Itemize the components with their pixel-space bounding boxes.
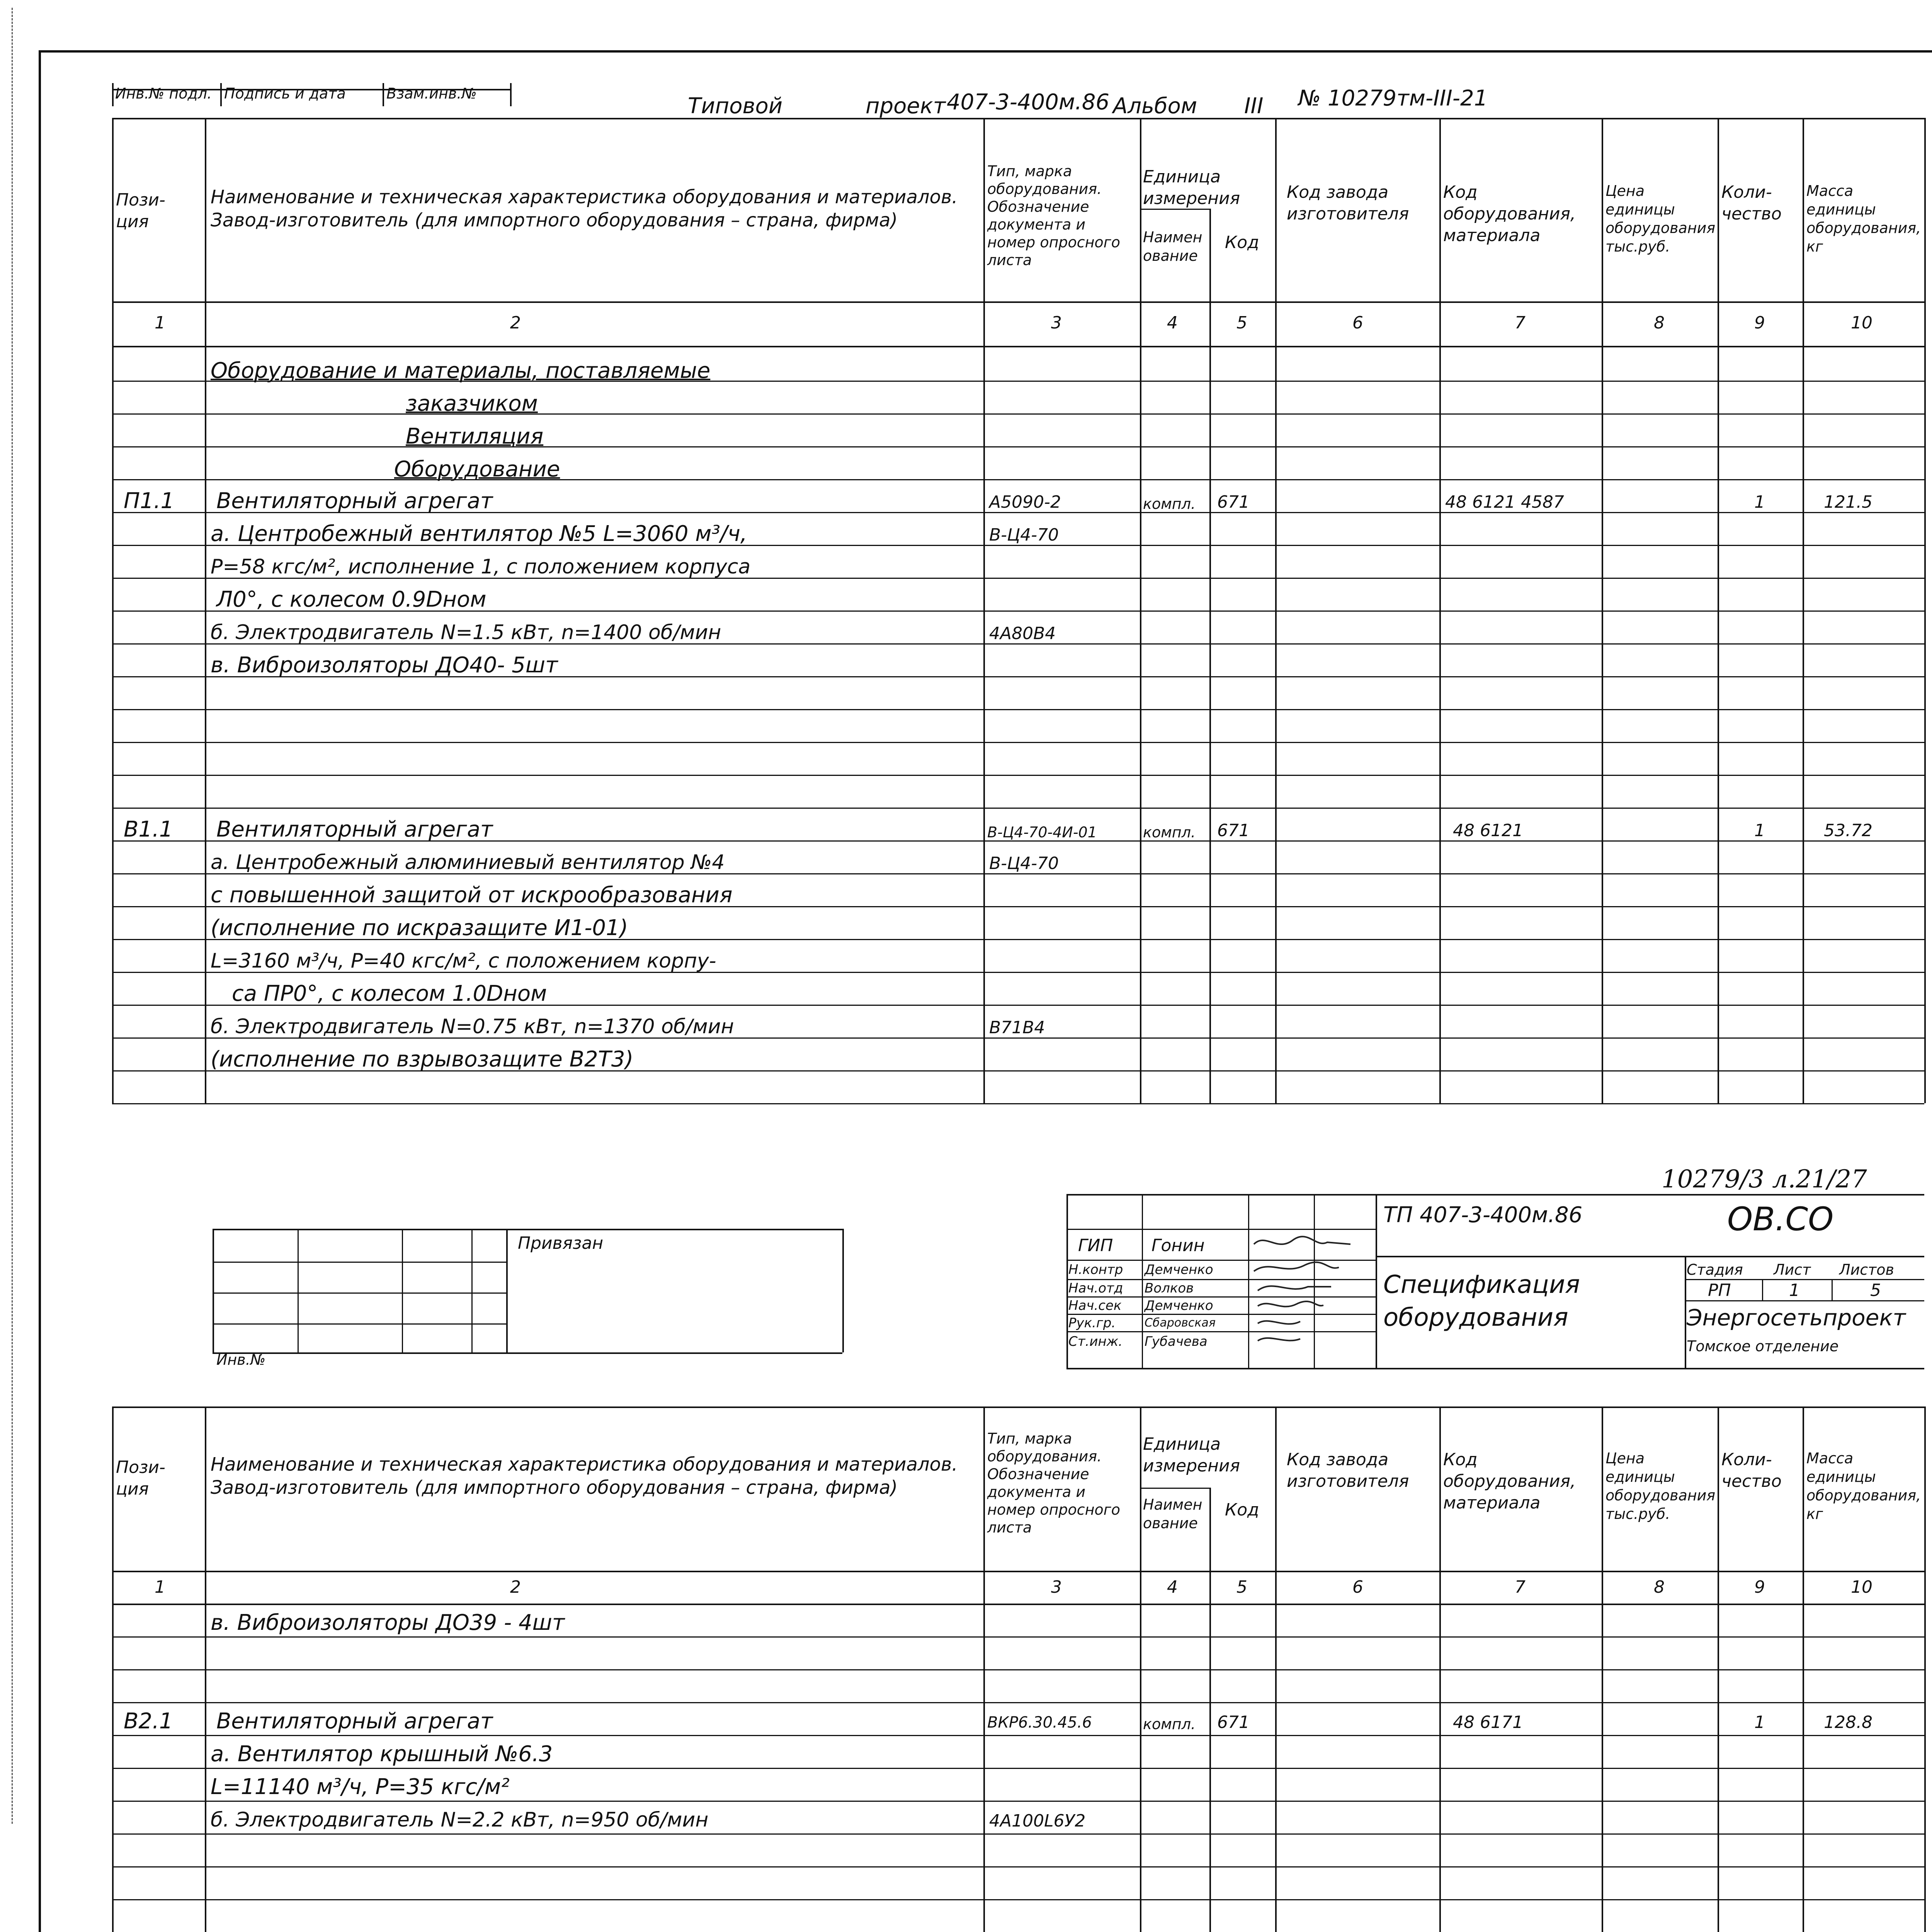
row-qty: 1 xyxy=(1754,1713,1765,1732)
title-typical: Типовой xyxy=(688,94,783,119)
row-code: 671 xyxy=(1217,821,1250,840)
row-name: L=11140 м³/ч, Р=35 кгс/м² xyxy=(211,1774,510,1799)
role-name: Губачева xyxy=(1145,1334,1208,1349)
row-name: Вентиляторный агрегат xyxy=(216,488,493,514)
org-name: Энергосетьпроект xyxy=(1687,1304,1906,1331)
row-name: с повышенной защитой от искрообразования xyxy=(211,883,733,908)
row-name: б. Электродвигатель N=1.5 кВт, n=1400 об/мин xyxy=(211,621,721,644)
role-label: Нач.отд xyxy=(1068,1281,1123,1296)
project-code: 407-3-400м.86 xyxy=(947,90,1110,115)
row-name: (исполнение по взрывозащите В2Т3) xyxy=(211,1047,634,1072)
inv-no-label-1: Инв.№ xyxy=(216,1351,266,1368)
row-name: в. Виброизоляторы ДО39 - 4шт xyxy=(211,1610,565,1635)
col-name-header: Наименование и техническая характеристика оборудования и материалов. Завод-изготовитель (для импортного оборудования – страна, фирма) xyxy=(211,1454,958,1498)
stage-value: РП xyxy=(1708,1281,1731,1300)
row-position: В2.1 xyxy=(124,1709,173,1734)
document-number: № 10279тм-III-21 xyxy=(1298,86,1488,111)
row-eqcode: 48 6171 xyxy=(1453,1713,1523,1732)
row-name: Л0°, с колесом 0.9Dном xyxy=(216,587,486,612)
row-qty: 1 xyxy=(1754,492,1765,512)
col-name-header: Наименование и техническая характеристика оборудования и материалов. Завод-изготовитель (для импортного оборудования – страна, фирма) xyxy=(211,186,958,231)
col-unit-group-header: Единица измерения xyxy=(1143,167,1240,208)
binding-margin-line xyxy=(12,8,13,1824)
inv-podl-label: Инв.№ подл. xyxy=(115,85,212,102)
col-num: 2 xyxy=(510,313,521,333)
col-num: 7 xyxy=(1515,1577,1526,1597)
vzam-inv-label: Взам.инв.№ xyxy=(386,85,477,102)
row-name: (исполнение по искразащите И1-01) xyxy=(211,915,628,940)
row-name: Р=58 кгс/м², исполнение 1, с положением корпуса xyxy=(211,555,751,578)
row-name: в. Виброизоляторы ДО40- 5шт xyxy=(211,653,558,678)
row-type: 4А80В4 xyxy=(989,624,1056,643)
col-num: 5 xyxy=(1236,1577,1247,1597)
role-label: ГИП xyxy=(1078,1236,1113,1255)
row-type: В-Ц4-70 xyxy=(989,525,1059,545)
org-branch: Томское отделение xyxy=(1687,1338,1839,1355)
row-qty: 1 xyxy=(1754,821,1765,840)
row-name: Вентиляторный агрегат xyxy=(216,817,493,842)
col-num: 10 xyxy=(1851,313,1872,333)
role-name: Демченко xyxy=(1145,1298,1213,1313)
row-position: В1.1 xyxy=(124,817,173,842)
col-position-header: Пози- ция xyxy=(116,190,165,231)
col-factory-code-header: Код завода изготовителя xyxy=(1287,182,1409,224)
role-label: Н.контр xyxy=(1068,1262,1123,1277)
row-unit: компл. xyxy=(1143,824,1196,841)
col-num: 1 xyxy=(155,313,165,333)
col-num: 1 xyxy=(155,1577,165,1597)
row-name: а. Вентилятор крышный №6.3 xyxy=(211,1742,553,1767)
col-num: 8 xyxy=(1654,313,1665,333)
section-title-supplied: Оборудование и материалы, поставляемые xyxy=(211,358,711,383)
col-unit-name-header: Наименование xyxy=(1143,1496,1202,1532)
col-factory-code-header: Код завода изготовителя xyxy=(1287,1450,1409,1491)
row-mass: 121.5 xyxy=(1824,492,1872,512)
row-unit: компл. xyxy=(1143,1716,1196,1733)
col-quantity-header: Коли-чество xyxy=(1721,1450,1782,1491)
album-number: III xyxy=(1244,94,1264,119)
col-num: 6 xyxy=(1352,313,1363,333)
row-name: L=3160 м³/ч, Р=40 кгс/м², с положением корпу- xyxy=(211,949,716,973)
row-type: А5090-2 xyxy=(989,492,1061,512)
row-name: б. Электродвигатель N=0.75 кВт, n=1370 об/мин xyxy=(211,1015,734,1038)
col-equipment-code-header: Код оборудования, материала xyxy=(1443,1450,1576,1513)
role-name: Волков xyxy=(1145,1281,1194,1296)
sheet-label: Лист xyxy=(1774,1261,1811,1278)
role-label: Нач.сек xyxy=(1068,1298,1122,1313)
col-num: 9 xyxy=(1754,313,1765,333)
col-unit-group-header: Единица измерения xyxy=(1143,1434,1240,1476)
row-name: са ПР0°, с колесом 1.0Dном xyxy=(232,981,547,1006)
row-eqcode: 48 6121 xyxy=(1453,821,1523,840)
col-num: 5 xyxy=(1236,313,1247,333)
role-name: Гонин xyxy=(1151,1236,1205,1255)
col-unit-code-header: Код xyxy=(1225,233,1259,252)
sheet-ref-1: 10279/3 л.21/27 xyxy=(1662,1165,1867,1194)
doc-title-line2: оборудования xyxy=(1383,1303,1568,1332)
col-mass-header: Масса единицы оборудования, кг xyxy=(1806,182,1921,255)
col-price-header: Цена единицы оборудования тыс.руб. xyxy=(1605,182,1716,255)
row-name: а. Центробежный вентилятор №5 L=3060 м³/ч, xyxy=(211,521,747,546)
col-quantity-header: Коли-чество xyxy=(1721,182,1782,224)
col-num: 6 xyxy=(1352,1577,1363,1597)
col-unit-code-header: Код xyxy=(1225,1500,1259,1520)
col-num: 3 xyxy=(1051,313,1062,333)
row-type: 4А100L6У2 xyxy=(989,1811,1086,1831)
row-type: ВКР6.30.45.6 xyxy=(987,1714,1092,1731)
privyazan-label-1: Привязан xyxy=(518,1233,604,1253)
row-type: В-Ц4-70 xyxy=(989,854,1059,873)
row-name: б. Электродвигатель N=2.2 кВт, n=950 об/мин xyxy=(211,1808,709,1832)
row-mass: 128.8 xyxy=(1824,1713,1872,1732)
row-name: а. Центробежный алюминиевый вентилятор №4 xyxy=(211,851,725,874)
col-num: 9 xyxy=(1754,1577,1765,1597)
row-mass: 53.72 xyxy=(1824,821,1872,840)
album-label: Альбом xyxy=(1113,94,1197,119)
col-type-header: Тип, марка оборудования. Обозначение документа и номер опросного листа xyxy=(987,163,1121,269)
sheets-value: 5 xyxy=(1870,1281,1881,1300)
col-num: 4 xyxy=(1167,313,1178,333)
doc-code-1: ТП 407-3-400м.86 xyxy=(1383,1202,1583,1228)
role-label: Ст.инж. xyxy=(1068,1334,1123,1349)
mark-1: ОВ.СО xyxy=(1727,1200,1834,1238)
title-project: проект xyxy=(866,94,946,119)
section-title-customer: заказчиком xyxy=(406,391,538,416)
row-code: 671 xyxy=(1217,1713,1250,1732)
col-position-header: Пози- ция xyxy=(116,1458,165,1499)
col-num: 8 xyxy=(1654,1577,1665,1597)
col-type-header: Тип, марка оборудования. Обозначение документа и номер опросного листа xyxy=(987,1430,1121,1536)
role-name: Демченко xyxy=(1145,1262,1213,1277)
row-type: В-Ц4-70-4И-01 xyxy=(987,824,1097,841)
col-num: 10 xyxy=(1851,1577,1872,1597)
section-title-equipment: Оборудование xyxy=(394,457,560,482)
row-eqcode: 48 6121 4587 xyxy=(1445,492,1564,512)
col-num: 7 xyxy=(1515,313,1526,333)
signatures-1 xyxy=(1250,1229,1374,1364)
row-type: В71В4 xyxy=(989,1018,1045,1037)
col-num: 3 xyxy=(1051,1577,1062,1597)
col-num: 4 xyxy=(1167,1577,1178,1597)
row-unit: компл. xyxy=(1143,495,1196,512)
col-equipment-code-header: Код оборудования, материала xyxy=(1443,182,1576,245)
row-position: П1.1 xyxy=(124,488,175,514)
podpis-data-label: Подпись и дата xyxy=(224,85,346,102)
row-code: 671 xyxy=(1217,492,1250,512)
role-label: Рук.гр. xyxy=(1068,1315,1116,1331)
sheets-label: Листов xyxy=(1839,1261,1894,1278)
sheet-value: 1 xyxy=(1789,1281,1800,1300)
col-num: 2 xyxy=(510,1577,521,1597)
col-mass-header: Масса единицы оборудования, кг xyxy=(1806,1450,1921,1522)
row-name: Вентиляторный агрегат xyxy=(216,1709,493,1734)
col-price-header: Цена единицы оборудования тыс.руб. xyxy=(1605,1450,1716,1522)
col-unit-name-header: Наименование xyxy=(1143,229,1202,264)
role-name: Сбаровская xyxy=(1145,1316,1216,1330)
section-title-ventilation: Вентиляция xyxy=(406,424,544,449)
doc-title-line1: Спецификация xyxy=(1383,1270,1580,1299)
stage-label: Стадия xyxy=(1687,1261,1743,1278)
